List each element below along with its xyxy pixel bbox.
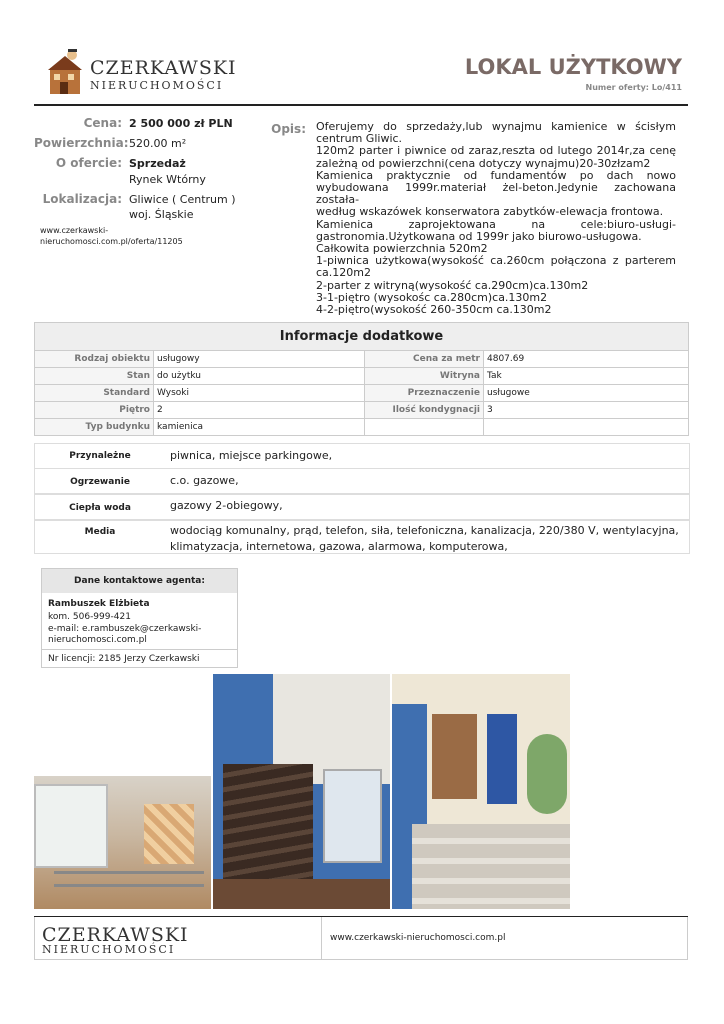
description-line: wybudowana 1999r.materiał żel-beton.Jedynie zachowana została- xyxy=(316,181,676,207)
property-photo-3[interactable] xyxy=(392,674,570,909)
about-label: O ofercie: xyxy=(55,156,122,170)
about-value: Sprzedaż xyxy=(129,157,186,170)
offer-url-line2[interactable]: nieruchomosci.com.pl/oferta/11205 xyxy=(40,237,183,246)
description-line: 2-parter z witryną(wysokość ca.290cm)ca.130m2 xyxy=(316,278,589,292)
description-line: gastronomia.Użytkowana od 1999r jako biurowo-usługowa. xyxy=(316,229,642,243)
description-line: Kamienica zaprojektowana na cele:biuro-usługi- xyxy=(316,217,676,231)
region-value: woj. Śląskie xyxy=(129,208,194,221)
info-value: 3 xyxy=(484,402,689,419)
info-value: usługowy xyxy=(154,351,365,368)
description-line: Kamienica praktycznie od fundamentów po dach nowo xyxy=(316,168,676,182)
table-row xyxy=(35,351,689,368)
info-value: Tak xyxy=(484,368,689,385)
info-key: Przeznaczenie xyxy=(365,385,484,402)
location-value: Gliwice ( Centrum ) xyxy=(129,193,236,206)
offer-number: Numer oferty: Lo/411 xyxy=(585,83,682,92)
footer-logo-subtext: NIERUCHOMOŚCI xyxy=(42,943,176,956)
info-key: Ilość kondygnacji xyxy=(365,402,484,419)
info-key xyxy=(365,419,484,436)
logo-subtext: NIERUCHOMOŚCI xyxy=(90,79,224,92)
feature-row-belongings xyxy=(34,443,690,469)
info-table xyxy=(34,350,689,436)
info-value: usługowe xyxy=(484,385,689,402)
logo-text: CZERKAWSKI xyxy=(90,57,237,79)
table-row xyxy=(35,402,689,419)
agent-email-line2[interactable]: nieruchomosci.com.pl xyxy=(48,635,147,645)
footer-logo-divider xyxy=(321,917,322,959)
description-line: centrum Gliwic. xyxy=(316,132,403,146)
footer-logo-text: CZERKAWSKI xyxy=(42,924,189,946)
agent-email-line1[interactable]: e-mail: e.rambuszek@czerkawski- xyxy=(48,624,202,634)
description-line: według wskazówek konserwatora zabytków-elewacja frontowa. xyxy=(316,205,664,219)
description-line: Oferujemy do sprzedaży,lub wynajmu kamienice w ścisłym xyxy=(316,120,676,133)
feature-key: Przynależne xyxy=(69,451,131,461)
agent-name: Rambuszek Elżbieta xyxy=(48,599,150,609)
header-divider xyxy=(34,104,688,106)
info-value xyxy=(484,419,689,436)
info-key: Cena za metr xyxy=(365,351,484,368)
feature-value: wodociąg komunalny, prąd, telefon, siła, telefoniczna, kanalizacja, 220/380 V, wentylacyjna, klimatyzacja, internetowa, gazowa, alarmowa, komputerowa, xyxy=(170,524,679,553)
description-line: 4-2-piętro(wysokość 260-350cm ca.130m2 xyxy=(316,303,552,317)
description-line: 1-piwnica użytkowa(wysokość ca.260cm połączona z parterem xyxy=(316,254,676,268)
price-value: 2 500 000 zł PLN xyxy=(129,117,233,130)
description-line: ca.120m2 xyxy=(316,266,371,280)
agent-divider xyxy=(42,649,237,650)
agent-license: Nr licencji: 2185 Jerzy Czerkawski xyxy=(48,654,200,664)
info-key: Piętro xyxy=(35,402,154,419)
info-key: Standard xyxy=(35,385,154,402)
location-label: Lokalizacja: xyxy=(42,192,122,206)
description-line: Całkowita powierzchnia 520m2 xyxy=(316,242,488,256)
price-label: Cena: xyxy=(83,116,122,130)
description-text xyxy=(316,121,676,316)
table-row xyxy=(35,419,689,436)
area-value: 520.00 m² xyxy=(129,137,187,150)
property-photo-2[interactable] xyxy=(213,674,390,909)
info-value: 2 xyxy=(154,402,365,419)
feature-value: c.o. gazowe, xyxy=(170,474,239,487)
market-value: Rynek Wtórny xyxy=(129,173,206,186)
info-key: Stan xyxy=(35,368,154,385)
table-row xyxy=(35,385,689,402)
building-man-icon xyxy=(44,46,86,96)
description-label: Opis: xyxy=(271,122,306,136)
table-row xyxy=(35,368,689,385)
page-title: LOKAL UŻYTKOWY xyxy=(464,55,682,79)
property-photo-1[interactable] xyxy=(34,776,211,909)
feature-key: Media xyxy=(84,527,116,537)
area-label: Powierzchnia: xyxy=(34,136,129,150)
feature-row-media xyxy=(34,520,690,554)
info-value: 4807.69 xyxy=(484,351,689,368)
info-key: Witryna xyxy=(365,368,484,385)
feature-key: Ciepła woda xyxy=(69,503,131,513)
agent-card-title: Dane kontaktowe agenta: xyxy=(42,569,237,593)
feature-value: piwnica, miejsce parkingowe, xyxy=(170,449,333,462)
description-line: 3-1-piętro (wysokośc ca.280cm)ca.130m2 xyxy=(316,290,548,304)
feature-row-heating xyxy=(34,468,690,494)
info-value: kamienica xyxy=(154,419,365,436)
feature-value: gazowy 2-obiegowy, xyxy=(170,499,283,512)
info-key: Rodzaj obiektu xyxy=(35,351,154,368)
info-key: Typ budynku xyxy=(35,419,154,436)
offer-url-line1[interactable]: www.czerkawski- xyxy=(40,226,109,235)
info-value: do użytku xyxy=(154,368,365,385)
info-table-header: Informacje dodatkowe xyxy=(34,322,689,351)
info-value: Wysoki xyxy=(154,385,365,402)
feature-key: Ogrzewanie xyxy=(70,477,130,487)
agent-card xyxy=(41,568,238,668)
description-line: 120m2 parter i piwnice od zaraz,reszta od lutego 2014r,za cenę xyxy=(316,144,676,158)
company-logo xyxy=(42,46,237,98)
agent-phone: kom. 506-999-421 xyxy=(48,612,131,622)
description-line: zależną od powierzchni(cena dotyczy wynajmu)20-30złzam2 xyxy=(316,156,651,170)
footer-url[interactable]: www.czerkawski-nieruchomosci.com.pl xyxy=(330,933,506,943)
feature-row-hot-water xyxy=(34,494,690,520)
